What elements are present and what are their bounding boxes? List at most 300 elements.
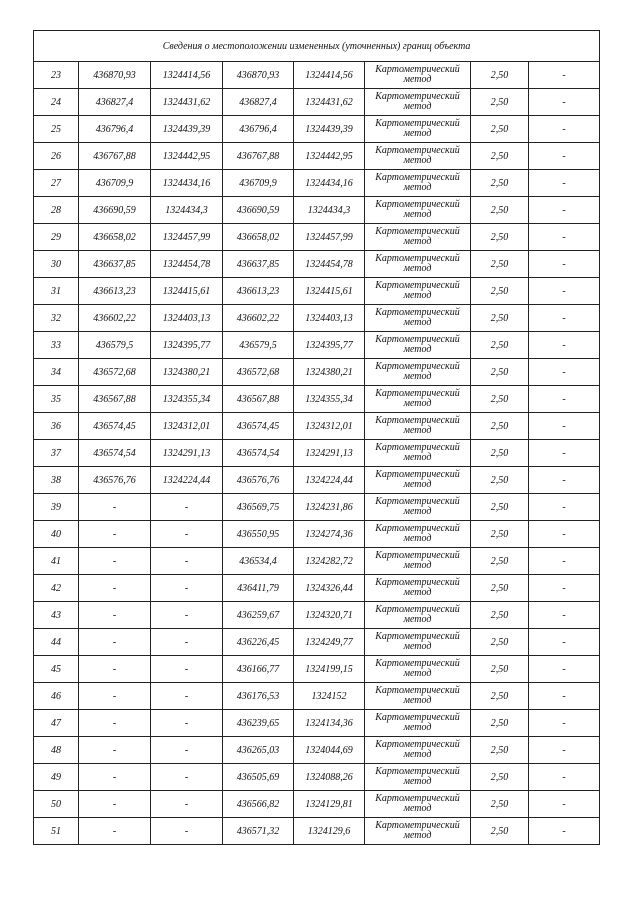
table-row (34, 791, 600, 818)
cell-point-number: 47 (34, 710, 79, 737)
table-row (34, 737, 600, 764)
cell-note: - (529, 440, 600, 467)
method-line-1: Картометрический (375, 199, 460, 210)
cell-old-y: 1324442,95 (151, 143, 223, 170)
cell-accuracy: 2,50 (471, 413, 529, 440)
cell-note: - (529, 710, 600, 737)
cell-method (365, 170, 471, 197)
method-line-2: метод (403, 155, 432, 166)
cell-new-x: 436411,79 (223, 575, 294, 602)
cell-new-x: 436579,5 (223, 332, 294, 359)
cell-method (365, 224, 471, 251)
cell-method (365, 737, 471, 764)
method-line-2: метод (403, 236, 432, 247)
method-line-1: Картометрический (375, 766, 460, 777)
table-row (34, 521, 600, 548)
table-row (34, 413, 600, 440)
cell-method (365, 89, 471, 116)
cell-new-y: 1324414,56 (294, 62, 365, 89)
cell-note: - (529, 683, 600, 710)
method-line-2: метод (403, 668, 432, 679)
cell-accuracy: 2,50 (471, 548, 529, 575)
cell-new-x: 436569,75 (223, 494, 294, 521)
method-line-2: метод (403, 263, 432, 274)
cell-old-y: 1324434,3 (151, 197, 223, 224)
cell-new-y: 1324199,15 (294, 656, 365, 683)
cell-note: - (529, 548, 600, 575)
cell-new-x: 436827,4 (223, 89, 294, 116)
cell-old-x: 436602,22 (79, 305, 151, 332)
cell-old-x: - (79, 602, 151, 629)
cell-old-x: - (79, 494, 151, 521)
cell-accuracy: 2,50 (471, 305, 529, 332)
cell-point-number: 31 (34, 278, 79, 305)
method-line-1: Картометрический (375, 253, 460, 264)
method-line-2: метод (403, 425, 432, 436)
cell-new-x: 436870,93 (223, 62, 294, 89)
cell-accuracy: 2,50 (471, 278, 529, 305)
cell-new-y: 1324457,99 (294, 224, 365, 251)
cell-new-x: 436690,59 (223, 197, 294, 224)
cell-point-number: 43 (34, 602, 79, 629)
cell-old-x: - (79, 791, 151, 818)
cell-point-number: 48 (34, 737, 79, 764)
method-line-1: Картометрический (375, 226, 460, 237)
method-line-2: метод (403, 128, 432, 139)
cell-accuracy: 2,50 (471, 251, 529, 278)
cell-accuracy: 2,50 (471, 440, 529, 467)
cell-method (365, 278, 471, 305)
cell-method (365, 764, 471, 791)
cell-old-y: 1324414,56 (151, 62, 223, 89)
table-row (34, 818, 600, 845)
cell-new-y: 1324231,86 (294, 494, 365, 521)
cell-old-y: 1324403,13 (151, 305, 223, 332)
cell-new-x: 436534,4 (223, 548, 294, 575)
cell-old-y: - (151, 791, 223, 818)
cell-old-y: 1324454,78 (151, 251, 223, 278)
cell-method (365, 467, 471, 494)
table-row (34, 548, 600, 575)
cell-old-y: - (151, 683, 223, 710)
method-line-1: Картометрический (375, 712, 460, 723)
method-line-1: Картометрический (375, 793, 460, 804)
table-row (34, 278, 600, 305)
cell-note: - (529, 629, 600, 656)
method-line-1: Картометрический (375, 280, 460, 291)
cell-note: - (529, 251, 600, 278)
cell-old-x: 436709,9 (79, 170, 151, 197)
cell-note: - (529, 656, 600, 683)
cell-new-x: 436166,77 (223, 656, 294, 683)
table-row (34, 683, 600, 710)
cell-method (365, 413, 471, 440)
cell-note: - (529, 521, 600, 548)
cell-old-x: 436579,5 (79, 332, 151, 359)
table-row (34, 656, 600, 683)
method-line-1: Картометрический (375, 361, 460, 372)
cell-method (365, 332, 471, 359)
cell-new-y: 1324129,6 (294, 818, 365, 845)
cell-old-y: - (151, 656, 223, 683)
table-row (34, 143, 600, 170)
cell-new-x: 436658,02 (223, 224, 294, 251)
cell-method (365, 359, 471, 386)
cell-old-x: 436567,88 (79, 386, 151, 413)
method-line-1: Картометрический (375, 658, 460, 669)
cell-point-number: 34 (34, 359, 79, 386)
cell-note: - (529, 575, 600, 602)
method-line-2: метод (403, 101, 432, 112)
cell-note: - (529, 494, 600, 521)
table-row (34, 494, 600, 521)
cell-old-y: 1324355,34 (151, 386, 223, 413)
method-line-2: метод (403, 830, 432, 841)
cell-old-x: 436576,76 (79, 467, 151, 494)
method-line-2: метод (403, 317, 432, 328)
cell-old-y: 1324434,16 (151, 170, 223, 197)
cell-new-y: 1324249,77 (294, 629, 365, 656)
cell-method (365, 602, 471, 629)
cell-old-x: - (79, 629, 151, 656)
cell-point-number: 37 (34, 440, 79, 467)
cell-new-y: 1324224,44 (294, 467, 365, 494)
cell-new-x: 436613,23 (223, 278, 294, 305)
cell-method (365, 791, 471, 818)
method-line-1: Картометрический (375, 145, 460, 156)
table-row (34, 251, 600, 278)
cell-note: - (529, 305, 600, 332)
cell-accuracy: 2,50 (471, 629, 529, 656)
cell-point-number: 25 (34, 116, 79, 143)
cell-accuracy: 2,50 (471, 602, 529, 629)
cell-point-number: 36 (34, 413, 79, 440)
cell-accuracy: 2,50 (471, 791, 529, 818)
cell-old-x: - (79, 764, 151, 791)
cell-note: - (529, 413, 600, 440)
cell-accuracy: 2,50 (471, 89, 529, 116)
cell-point-number: 29 (34, 224, 79, 251)
method-line-1: Картометрический (375, 577, 460, 588)
table-row (34, 116, 600, 143)
cell-note: - (529, 737, 600, 764)
method-line-2: метод (403, 533, 432, 544)
cell-old-x: 436637,85 (79, 251, 151, 278)
cell-point-number: 35 (34, 386, 79, 413)
method-line-1: Картометрический (375, 469, 460, 480)
cell-old-y: 1324431,62 (151, 89, 223, 116)
cell-new-x: 436574,54 (223, 440, 294, 467)
cell-method (365, 575, 471, 602)
cell-note: - (529, 224, 600, 251)
table-row (34, 764, 600, 791)
cell-new-x: 436574,45 (223, 413, 294, 440)
cell-accuracy: 2,50 (471, 764, 529, 791)
cell-old-x: 436613,23 (79, 278, 151, 305)
cell-method (365, 116, 471, 143)
cell-old-y: - (151, 629, 223, 656)
cell-accuracy: 2,50 (471, 575, 529, 602)
cell-point-number: 32 (34, 305, 79, 332)
cell-old-y: - (151, 494, 223, 521)
cell-old-y: 1324415,61 (151, 278, 223, 305)
method-line-1: Картометрический (375, 604, 460, 615)
cell-new-y: 1324415,61 (294, 278, 365, 305)
table-row (34, 224, 600, 251)
cell-point-number: 40 (34, 521, 79, 548)
cell-method (365, 440, 471, 467)
cell-accuracy: 2,50 (471, 170, 529, 197)
method-line-1: Картометрический (375, 523, 460, 534)
method-line-1: Картометрический (375, 739, 460, 750)
cell-new-x: 436602,22 (223, 305, 294, 332)
method-line-2: метод (403, 344, 432, 355)
cell-new-y: 1324434,3 (294, 197, 365, 224)
cell-new-x: 436226,45 (223, 629, 294, 656)
cell-point-number: 51 (34, 818, 79, 845)
cell-old-x: 436870,93 (79, 62, 151, 89)
cell-accuracy: 2,50 (471, 143, 529, 170)
cell-old-x: 436658,02 (79, 224, 151, 251)
cell-point-number: 38 (34, 467, 79, 494)
method-line-1: Картометрический (375, 496, 460, 507)
cell-old-y: 1324439,39 (151, 116, 223, 143)
cell-method (365, 494, 471, 521)
cell-new-y: 1324431,62 (294, 89, 365, 116)
cell-old-y: - (151, 575, 223, 602)
method-line-1: Картометрический (375, 118, 460, 129)
cell-method (365, 386, 471, 413)
cell-accuracy: 2,50 (471, 359, 529, 386)
method-line-2: метод (403, 398, 432, 409)
cell-new-x: 436709,9 (223, 170, 294, 197)
cell-point-number: 27 (34, 170, 79, 197)
cell-old-y: - (151, 521, 223, 548)
cell-new-x: 436176,53 (223, 683, 294, 710)
method-line-1: Картометрический (375, 631, 460, 642)
method-line-2: метод (403, 290, 432, 301)
method-line-2: метод (403, 452, 432, 463)
cell-accuracy: 2,50 (471, 683, 529, 710)
cell-point-number: 24 (34, 89, 79, 116)
cell-old-x: - (79, 521, 151, 548)
cell-old-y: - (151, 710, 223, 737)
cell-accuracy: 2,50 (471, 62, 529, 89)
cell-new-y: 1324395,77 (294, 332, 365, 359)
cell-new-y: 1324291,13 (294, 440, 365, 467)
cell-old-y: 1324395,77 (151, 332, 223, 359)
cell-accuracy: 2,50 (471, 737, 529, 764)
method-line-2: метод (403, 506, 432, 517)
cell-new-y: 1324129,81 (294, 791, 365, 818)
table-row (34, 170, 600, 197)
method-line-1: Картометрический (375, 388, 460, 399)
method-line-1: Картометрический (375, 91, 460, 102)
cell-point-number: 39 (34, 494, 79, 521)
cell-old-x: 436572,68 (79, 359, 151, 386)
cell-old-x: 436827,4 (79, 89, 151, 116)
cell-accuracy: 2,50 (471, 197, 529, 224)
cell-old-y: 1324224,44 (151, 467, 223, 494)
method-line-2: метод (403, 614, 432, 625)
cell-new-x: 436259,67 (223, 602, 294, 629)
cell-note: - (529, 170, 600, 197)
cell-old-x: 436690,59 (79, 197, 151, 224)
cell-point-number: 46 (34, 683, 79, 710)
method-line-1: Картометрический (375, 334, 460, 345)
cell-point-number: 23 (34, 62, 79, 89)
cell-new-x: 436796,4 (223, 116, 294, 143)
cell-new-y: 1324274,36 (294, 521, 365, 548)
cell-old-y: 1324457,99 (151, 224, 223, 251)
cell-old-y: - (151, 548, 223, 575)
cell-accuracy: 2,50 (471, 116, 529, 143)
table-row (34, 440, 600, 467)
cell-note: - (529, 602, 600, 629)
cell-new-x: 436571,32 (223, 818, 294, 845)
cell-new-y: 1324403,13 (294, 305, 365, 332)
table-row (34, 575, 600, 602)
cell-method (365, 197, 471, 224)
cell-new-x: 436767,88 (223, 143, 294, 170)
cell-point-number: 26 (34, 143, 79, 170)
table-row (34, 359, 600, 386)
cell-method (365, 656, 471, 683)
table-row (34, 89, 600, 116)
cell-new-y: 1324355,34 (294, 386, 365, 413)
method-line-2: метод (403, 182, 432, 193)
cell-new-y: 1324454,78 (294, 251, 365, 278)
method-line-1: Картометрический (375, 442, 460, 453)
method-line-2: метод (403, 587, 432, 598)
cell-note: - (529, 278, 600, 305)
cell-accuracy: 2,50 (471, 224, 529, 251)
method-line-1: Картометрический (375, 415, 460, 426)
cell-point-number: 41 (34, 548, 79, 575)
method-line-2: метод (403, 641, 432, 652)
cell-old-y: - (151, 764, 223, 791)
cell-old-y: - (151, 602, 223, 629)
cell-note: - (529, 818, 600, 845)
cell-new-x: 436567,88 (223, 386, 294, 413)
cell-note: - (529, 143, 600, 170)
table-row (34, 62, 600, 89)
method-line-2: метод (403, 479, 432, 490)
method-line-2: метод (403, 749, 432, 760)
method-line-1: Картометрический (375, 550, 460, 561)
cell-point-number: 33 (34, 332, 79, 359)
cell-accuracy: 2,50 (471, 818, 529, 845)
cell-accuracy: 2,50 (471, 332, 529, 359)
cell-old-x: - (79, 656, 151, 683)
method-line-2: метод (403, 722, 432, 733)
cell-old-x: - (79, 818, 151, 845)
method-line-1: Картометрический (375, 307, 460, 318)
cell-new-x: 436239,65 (223, 710, 294, 737)
cell-point-number: 42 (34, 575, 79, 602)
cell-point-number: 28 (34, 197, 79, 224)
cell-old-y: 1324380,21 (151, 359, 223, 386)
cell-note: - (529, 359, 600, 386)
cell-note: - (529, 89, 600, 116)
cell-note: - (529, 467, 600, 494)
method-line-1: Картометрический (375, 172, 460, 183)
cell-note: - (529, 197, 600, 224)
method-line-1: Картометрический (375, 820, 460, 831)
cell-old-x: - (79, 683, 151, 710)
cell-old-y: 1324291,13 (151, 440, 223, 467)
cell-old-x: - (79, 575, 151, 602)
cell-old-y: 1324312,01 (151, 413, 223, 440)
table-row (34, 332, 600, 359)
cell-note: - (529, 62, 600, 89)
cell-new-y: 1324380,21 (294, 359, 365, 386)
cell-method (365, 548, 471, 575)
cell-note: - (529, 791, 600, 818)
cell-method (365, 143, 471, 170)
cell-new-x: 436505,69 (223, 764, 294, 791)
cell-method (365, 521, 471, 548)
cell-method (365, 305, 471, 332)
cell-old-y: - (151, 818, 223, 845)
cell-method (365, 251, 471, 278)
method-line-2: метод (403, 74, 432, 85)
cell-accuracy: 2,50 (471, 386, 529, 413)
cell-note: - (529, 764, 600, 791)
cell-new-x: 436637,85 (223, 251, 294, 278)
table-row (34, 305, 600, 332)
cell-new-x: 436576,76 (223, 467, 294, 494)
cell-point-number: 45 (34, 656, 79, 683)
table-row (34, 467, 600, 494)
cell-new-y: 1324088,26 (294, 764, 365, 791)
cell-old-x: 436574,54 (79, 440, 151, 467)
method-line-2: метод (403, 209, 432, 220)
table-row (34, 629, 600, 656)
cell-new-y: 1324134,36 (294, 710, 365, 737)
cell-accuracy: 2,50 (471, 467, 529, 494)
cell-new-y: 1324312,01 (294, 413, 365, 440)
table-title: Сведения о местоположении измененных (уточненных) границ объекта (34, 31, 600, 62)
method-line-1: Картометрический (375, 64, 460, 75)
cell-method (365, 62, 471, 89)
cell-point-number: 50 (34, 791, 79, 818)
cell-new-y: 1324320,71 (294, 602, 365, 629)
cell-point-number: 49 (34, 764, 79, 791)
cell-new-y: 1324326,44 (294, 575, 365, 602)
cell-old-x: 436796,4 (79, 116, 151, 143)
cell-new-y: 1324439,39 (294, 116, 365, 143)
method-line-2: метод (403, 560, 432, 571)
method-line-2: метод (403, 776, 432, 787)
cell-method (365, 818, 471, 845)
cell-new-y: 1324434,16 (294, 170, 365, 197)
cell-old-x: 436574,45 (79, 413, 151, 440)
cell-note: - (529, 116, 600, 143)
cell-new-x: 436265,03 (223, 737, 294, 764)
cell-new-x: 436566,82 (223, 791, 294, 818)
method-line-2: метод (403, 803, 432, 814)
cell-method (365, 710, 471, 737)
cell-point-number: 30 (34, 251, 79, 278)
cell-old-x: - (79, 737, 151, 764)
cell-old-y: - (151, 737, 223, 764)
cell-new-x: 436572,68 (223, 359, 294, 386)
method-line-1: Картометрический (375, 685, 460, 696)
cell-note: - (529, 332, 600, 359)
cell-note: - (529, 386, 600, 413)
cell-method (365, 683, 471, 710)
